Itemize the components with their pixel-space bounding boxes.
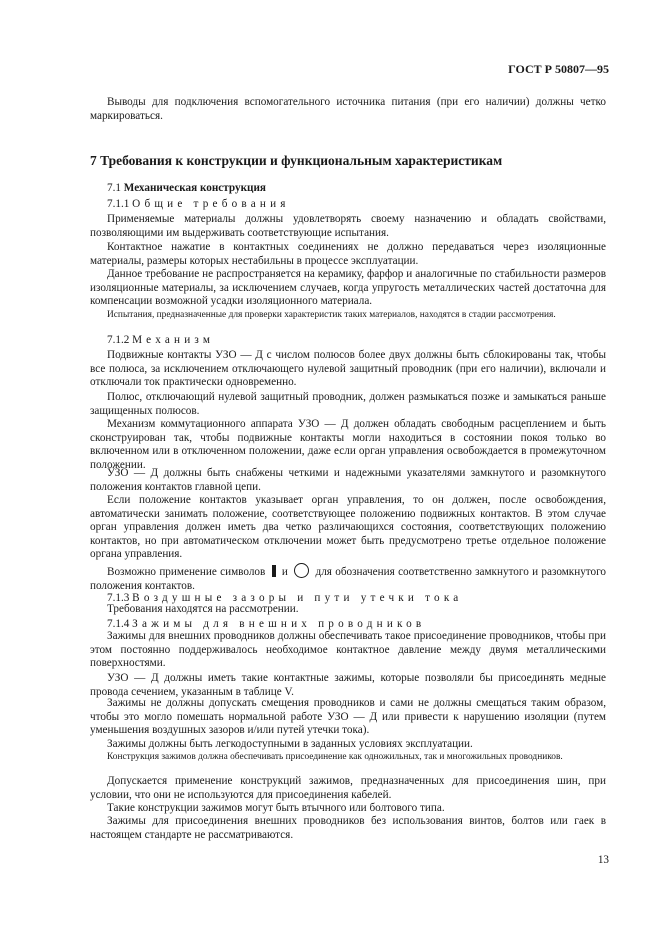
closed-position-symbol-icon: [272, 565, 276, 577]
paragraph: Если положение контактов указывает орган управления, то он должен, после освобождения, автоматически занимать положение, соответствующее положению подвижных контактов. В этом случае орган управления должен иметь два четко различающихся состояния, соответствующих положению контактов, но при автоматическом отключении может быть предусмотрено третье отдельное положение органа управления.: [90, 494, 606, 560]
section-number: 7.1.4: [107, 618, 130, 630]
paragraph: Такие конструкции зажимов могут быть втычного или болтового типа.: [107, 802, 445, 814]
section-title: Воздушные зазоры и пути утечки тока: [132, 592, 463, 604]
symbols-paragraph: [90, 563, 606, 593]
intro-paragraph: Выводы для подключения вспомогательного источника питания (при его наличии) должны четко маркироваться.: [90, 96, 606, 122]
paragraph: Зажимы должны быть легкодоступными в заданных условиях эксплуатации.: [107, 738, 473, 750]
paragraph: Применяемые материалы должны удовлетворять своему назначению и обладать свойствами, позволяющими им выдерживать соответствующие испытания.: [90, 213, 606, 239]
paragraph: Полюс, отключающий нулевой защитный проводник, должен размыкаться позже и замыкаться раньше защищенных полюсов.: [90, 391, 606, 417]
section-7-1-2-heading: [107, 334, 214, 346]
paragraph: Данное требование не распространяется на керамику, фарфор и аналогичные по стабильности размеров изоляционные материалы, за исключением случаев, когда упругость металлических частей достаточна для компенсации возможной усадки изоляционного материала.: [90, 268, 606, 307]
paragraph: Допускается применение конструкций зажимов, предназначенных для присоединения шин, при условии, что они не используются для присоединения кабелей.: [90, 775, 606, 801]
paragraph: Зажимы для присоединения внешних проводников без использования винтов, болтов или гаек в настоящем стандарте не рассматриваются.: [90, 815, 606, 841]
section-7-1-heading: [107, 182, 266, 194]
section-number: 7.1.2: [107, 334, 130, 346]
paragraph: Зажимы для внешних проводников должны обеспечивать такое присоединение проводников, чтобы при этом постоянно поддерживалось необходимое контактное давление между двумя металлическими поверхностями.: [90, 630, 606, 669]
section-number: 7.1.3: [107, 592, 130, 604]
symbols-text-start: Возможно применение символов: [107, 566, 266, 578]
section-title: Общие требования: [132, 198, 290, 210]
page-number: 13: [597, 854, 609, 866]
paragraph: УЗО — Д должны иметь такие контактные зажимы, которые позволяли бы присоединять медные провода сечением, указанным в таблице V.: [90, 672, 606, 698]
paragraph: Требования находятся на рассмотрении.: [107, 603, 299, 615]
note: Конструкция зажимов должна обеспечивать присоединение как одножильных, так и многожильных проводников.: [107, 752, 563, 762]
section-7-title: 7 Требования к конструкции и функциональным характеристикам: [90, 153, 503, 168]
note: Испытания, предназначенные для проверки характеристик таких материалов, находятся в стадии рассмотрения.: [107, 310, 556, 320]
open-position-symbol-icon: [294, 563, 309, 578]
section-title: Механизм: [132, 334, 215, 346]
paragraph: УЗО — Д должны быть снабжены четкими и надежными указателями замкнутого и разомкнутого положения контактов главной цепи.: [90, 467, 606, 493]
paragraph: Зажимы не должны допускать смещения проводников и сами не должны смещаться таким образом, чтобы это могло помешать нормальной работе УЗО — Д или привести к нарушению изоляции (путем уменьшения воздушных зазоров и/или путей утечки тока).: [90, 697, 606, 736]
paragraph: Механизм коммутационного аппарата УЗО — Д должен обладать свободным расцеплением и быть сконструирован так, чтобы подвижные контакты могли находиться в состоянии покоя только во включенном или в отключенном положении, даже если орган управления освобождается в промежуточном положении.: [90, 418, 606, 471]
section-7-1-1-heading: [107, 198, 290, 210]
standard-code: ГОСТ Р 50807—95: [508, 62, 609, 76]
section-number: 7.1.1: [107, 198, 130, 210]
section-number: 7.1: [107, 182, 121, 194]
symbols-text-and: и: [281, 566, 288, 578]
section-7-1-4-heading: [107, 618, 425, 630]
paragraph: Контактное нажатие в контактных соединениях не должно передаваться через изоляционные материалы, размеры которых нестабильны в процессе эксплуатации.: [90, 241, 606, 267]
symbols-text-end: для обозначения соответственно замкнутого и разомкнутого положения контактов.: [90, 566, 607, 592]
section-title: Механическая конструкция: [123, 182, 266, 194]
section-title: Зажимы для внешних проводников: [132, 618, 426, 630]
paragraph: Подвижные контакты УЗО — Д с числом полюсов более двух должны быть сблокированы так, чтобы все полюса, за исключением отключающего нулевой защитный проводник (при его наличии), включали и отключали ток практически одновременно.: [90, 349, 606, 388]
